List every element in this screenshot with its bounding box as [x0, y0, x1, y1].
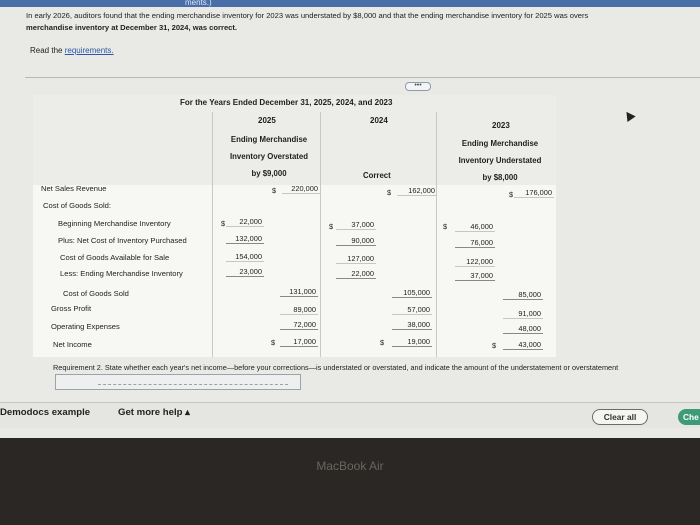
value-2024-purchases: 90,000: [351, 236, 374, 245]
cell-2023-net-sales[interactable]: [514, 188, 554, 198]
cell-2023-operating-expenses[interactable]: [503, 324, 543, 334]
cell-2024-net-income[interactable]: [392, 337, 432, 347]
cell-2024-beginning-inventory[interactable]: [336, 220, 376, 230]
cell-2025-cogs[interactable]: [280, 287, 318, 297]
dollar-sign: $: [272, 186, 277, 195]
answer-dashed-rule: [98, 384, 288, 385]
dollar-sign: $: [509, 190, 514, 199]
mouse-cursor-icon: [622, 109, 635, 122]
cell-2025-gross-profit[interactable]: [280, 305, 318, 315]
cell-2024-net-sales[interactable]: [397, 186, 437, 196]
value-2024-ending-inventory: 22,000: [351, 269, 374, 278]
cell-2024-purchases[interactable]: [336, 236, 376, 246]
cell-2025-beginning-inventory[interactable]: [226, 217, 264, 227]
cell-2023-purchases[interactable]: [455, 238, 495, 248]
column-2023-sub-line-3: by $8,000: [482, 173, 518, 182]
cell-2025-operating-expenses[interactable]: [280, 320, 318, 330]
value-2023-net-sales: 176,000: [525, 188, 552, 197]
label-cost-available: Cost of Goods Available for Sale: [60, 253, 170, 262]
dollar-sign: $: [271, 338, 276, 347]
dollar-sign: $: [329, 222, 334, 231]
laptop-brand-label: MacBook Air: [316, 459, 384, 473]
value-2025-cogs: 131,000: [289, 287, 316, 296]
value-2024-gross-profit: 57,000: [407, 305, 430, 314]
value-2023-gross-profit: 91,000: [518, 309, 541, 318]
table-title: For the Years Ended December 31, 2025, 2024, and 2023: [180, 98, 393, 107]
column-divider: [320, 112, 321, 357]
label-net-income: Net Income: [53, 340, 92, 349]
cell-2024-cost-available[interactable]: [336, 254, 376, 264]
top-strip: [0, 0, 700, 7]
dollar-sign: $: [380, 338, 385, 347]
column-year-2023: 2023: [492, 121, 510, 130]
value-2025-operating-expenses: 72,000: [293, 320, 316, 329]
column-divider: [212, 112, 213, 357]
requirements-link[interactable]: requirements.: [64, 46, 114, 55]
column-2024-subheader: Correct: [363, 171, 391, 180]
value-2025-cost-available: 154,000: [235, 252, 262, 261]
cell-2025-purchases[interactable]: [226, 234, 264, 244]
top-strip-text: ments.): [185, 0, 212, 7]
value-2025-net-sales: 220,000: [291, 184, 318, 193]
label-beginning-inventory: Beginning Merchandise Inventory: [58, 219, 171, 228]
requirement-2-text: Requirement 2. State whether each year's net income—before your corrections—is understated or overstated, and indicate the amount of the understatement or overstatement: [53, 363, 619, 372]
cell-2023-gross-profit[interactable]: [503, 309, 543, 319]
column-2023-subheader: [451, 138, 549, 184]
section-divider: [25, 77, 700, 78]
label-cogs-header: Cost of Goods Sold:: [43, 201, 111, 210]
read-requirements-line: [30, 46, 114, 55]
label-cogs-total: Cost of Goods Sold: [63, 289, 129, 298]
value-2023-purchases: 76,000: [470, 238, 493, 247]
column-divider: [436, 112, 437, 357]
value-2024-cost-available: 127,000: [347, 254, 374, 263]
requirement-2-answer-input[interactable]: [55, 374, 301, 390]
value-2024-net-sales: 162,000: [408, 186, 435, 195]
value-2025-gross-profit: 89,000: [293, 305, 316, 314]
column-year-2024: 2024: [370, 116, 388, 125]
read-prefix: Read the: [30, 46, 65, 55]
dollar-sign: $: [221, 219, 226, 228]
intro-line-2: merchandise inventory at December 31, 2024, was correct.: [26, 22, 238, 32]
column-2025-sub-line-3: by $9,000: [251, 169, 287, 178]
value-2024-cogs: 105,000: [403, 288, 430, 297]
column-2023-sub-line-1: Ending Merchandise: [461, 139, 539, 148]
value-2024-operating-expenses: 38,000: [407, 320, 430, 329]
cell-2025-ending-inventory[interactable]: [226, 267, 264, 277]
value-2023-net-income: 43,000: [518, 340, 541, 349]
value-2024-net-income: 19,000: [407, 337, 430, 346]
cell-2023-net-income[interactable]: [503, 340, 543, 350]
label-net-sales: Net Sales Revenue: [41, 184, 107, 193]
dollar-sign: $: [443, 222, 448, 231]
cell-2023-beginning-inventory[interactable]: [455, 222, 495, 232]
demodocs-example-link[interactable]: Demodocs example: [0, 407, 91, 418]
cell-2023-ending-inventory[interactable]: [455, 271, 495, 281]
column-2025-subheader: [223, 134, 315, 180]
cell-2024-cogs[interactable]: [392, 288, 432, 298]
cell-2025-net-income[interactable]: [280, 337, 318, 347]
dollar-sign: $: [387, 188, 392, 197]
cell-2023-cost-available[interactable]: [455, 257, 495, 267]
intro-line-1: In early 2026, auditors found that the ending merchandise inventory for 2023 was understated by $8,000 and that the ending merchandise inventory for 2025 was overs: [26, 11, 589, 20]
label-gross-profit: Gross Profit: [51, 304, 92, 313]
cell-2024-ending-inventory[interactable]: [336, 269, 376, 279]
column-2025-sub-line-1: Ending Merchandise: [230, 135, 308, 144]
value-2023-cogs: 85,000: [518, 290, 541, 299]
value-2025-beginning-inventory: 22,000: [239, 217, 262, 226]
value-2023-operating-expenses: 48,000: [518, 324, 541, 333]
column-year-2025: 2025: [258, 116, 276, 125]
problem-intro: [26, 10, 700, 33]
get-more-help-button[interactable]: Get more help ▴: [118, 407, 190, 418]
cell-2023-cogs[interactable]: [503, 290, 543, 300]
label-operating-expenses: Operating Expenses: [51, 322, 120, 331]
dollar-sign: $: [492, 341, 497, 350]
expand-ellipsis-button[interactable]: •••: [405, 82, 431, 91]
check-answer-button[interactable]: Che: [678, 409, 700, 425]
label-ending-inventory: Less: Ending Merchandise Inventory: [60, 269, 183, 278]
clear-all-button[interactable]: Clear all: [592, 409, 648, 425]
cell-2025-cost-available[interactable]: [226, 252, 264, 262]
value-2023-beginning-inventory: 46,000: [470, 222, 493, 231]
cell-2024-operating-expenses[interactable]: [392, 320, 432, 330]
column-2025-sub-line-2: Inventory Overstated: [230, 152, 308, 161]
value-2025-net-income: 17,000: [293, 337, 316, 346]
cell-2025-net-sales[interactable]: [282, 184, 320, 194]
value-2025-ending-inventory: 23,000: [239, 267, 262, 276]
value-2025-purchases: 132,000: [235, 234, 262, 243]
column-2023-sub-line-2: Inventory Understated: [458, 156, 542, 165]
value-2024-beginning-inventory: 37,000: [351, 220, 374, 229]
value-2023-ending-inventory: 37,000: [470, 271, 493, 280]
value-2023-cost-available: 122,000: [466, 257, 493, 266]
label-purchases: Plus: Net Cost of Inventory Purchased: [58, 236, 187, 245]
cell-2024-gross-profit[interactable]: [392, 305, 432, 315]
